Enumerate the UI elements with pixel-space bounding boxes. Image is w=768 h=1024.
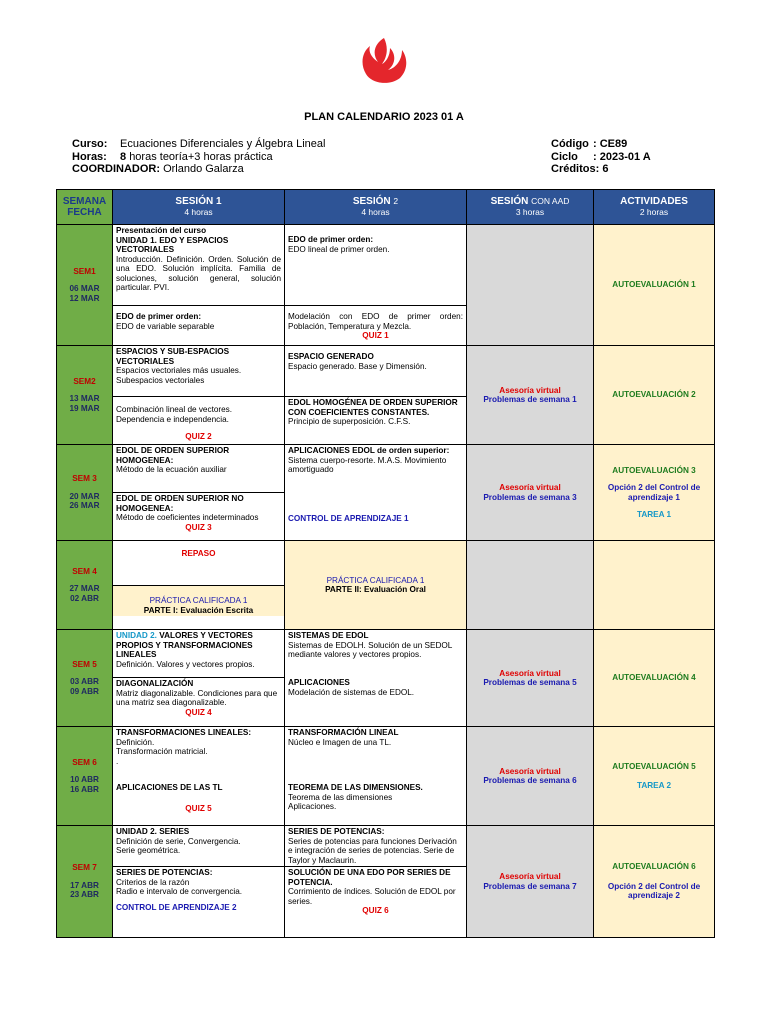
session-1-cell: REPASO PRÁCTICA CALIFICADA 1 PARTE I: Evaluación Escrita: [113, 541, 285, 630]
coordinador-label: COORDINADOR:: [72, 163, 160, 175]
header-sesion-2: SESIÓN 2 4 horas: [285, 190, 467, 225]
session-1-cell: EDOL DE ORDEN SUPERIOR HOMOGENEA: Método de la ecuación auxiliar EDOL DE ORDEN SUPERIOR NO HOMOGENEA: Método de coeficientes indeterminados QUIZ 3: [113, 445, 285, 541]
activities-cell: [594, 541, 715, 630]
horas-label: Horas:: [72, 150, 107, 163]
week-cell: SEM 6 10 ABR 16 ABR: [57, 727, 113, 826]
table-row: [57, 630, 715, 727]
horas-num: 8: [120, 150, 127, 163]
session-2-cell: ESPACIO GENERADO Espacio generado. Base y Dimensión. EDOL HOMOGÉNEA DE ORDEN SUPERIOR CON COEFICIENTES CONSTANTES. Principio de superposición. C.F.S.: [285, 346, 467, 445]
activities-cell: AUTOEVALUACIÓN 6 Opción 2 del Control de aprendizaje 2: [594, 826, 715, 938]
session-1-cell: UNIDAD 2. SERIES Definición de serie, Convergencia. Serie geométrica. SERIES DE POTENCIAS: Criterios de la razón Radio e intervalo de convergencia. CONTROL DE APRENDIZAJE 2: [113, 826, 285, 938]
creditos-value: 6: [602, 163, 609, 175]
upc-logo-icon: [356, 36, 412, 88]
week-cell: SEM1 06 MAR 12 MAR: [57, 225, 113, 346]
course-codes: [551, 138, 651, 176]
curso-value: Ecuaciones Diferenciales y Álgebra Lineal: [120, 138, 326, 150]
curso-label: Curso:: [72, 138, 108, 150]
ciclo-value: : 2023-01 A: [593, 150, 651, 163]
week-cell: SEM 5 03 ABR 09 ABR: [57, 630, 113, 727]
codigo-value: : CE89: [593, 138, 628, 150]
session-2-cell: SERIES DE POTENCIAS: Series de potencias para funciones Derivación e integración de series de potencias. Serie de Taylor y Maclaurin. SOLUCIÓN DE UNA EDO POR SERIES DE POTENCIA. Corrimiento de índices. Solución de EDOL por series. QUIZ 6: [285, 826, 467, 938]
ciclo-label: Ciclo: [551, 150, 578, 163]
week-cell: SEM2 13 MAR 19 MAR: [57, 346, 113, 445]
aad-cell: [467, 225, 594, 346]
aad-cell: Asesoría virtual Problemas de semana 1: [467, 346, 594, 445]
course-info: [72, 138, 325, 176]
week-cell: SEM 7 17 ABR 23 ABR: [57, 826, 113, 938]
activities-cell: AUTOEVALUACIÓN 2: [594, 346, 715, 445]
codigo-label: Código: [551, 138, 589, 150]
session-2-cell: EDO de primer orden: EDO lineal de primer orden. Modelación con EDO de primer orden: Población, Temperatura y Mezcla. QUIZ 1: [285, 225, 467, 346]
activities-cell: AUTOEVALUACIÓN 3 Opción 2 del Control de aprendizaje 1 TAREA 1: [594, 445, 715, 541]
table-row: [57, 346, 715, 445]
table-row: [57, 445, 715, 541]
header-actividades: ACTIVIDADES 2 horas: [594, 190, 715, 225]
aad-cell: [467, 541, 594, 630]
session-1-cell: TRANSFORMACIONES LINEALES: Definición. Transformación matricial. . APLICACIONES DE LAS TL QUIZ 5: [113, 727, 285, 826]
aad-cell: Asesoría virtual Problemas de semana 5: [467, 630, 594, 727]
creditos-label: Créditos:: [551, 163, 600, 175]
table-row: [57, 826, 715, 938]
horas-value: horas teoría+3 horas práctica: [129, 150, 273, 163]
aad-cell: Asesoría virtual Problemas de semana 6: [467, 727, 594, 826]
session-2-cell: APLICACIONES EDOL de orden superior: Sistema cuerpo-resorte. M.A.S. Movimiento amortiguado CONTROL DE APRENDIZAJE 1: [285, 445, 467, 541]
header-sesion-aad: SESIÓN CON AAD 3 horas: [467, 190, 594, 225]
table-row: [57, 541, 715, 630]
week-cell: SEM 3 20 MAR 26 MAR: [57, 445, 113, 541]
activities-cell: AUTOEVALUACIÓN 1: [594, 225, 715, 346]
session-1-cell: ESPACIOS Y SUB-ESPACIOS VECTORIALES Espacios vectoriales más usuales. Subespacios vectoriales Combinación lineal de vectores. Dependencia e independencia. QUIZ 2: [113, 346, 285, 445]
header-semana: SEMANA FECHA: [57, 190, 113, 225]
calendar-table: [56, 189, 715, 938]
table-row: [57, 225, 715, 346]
activities-cell: AUTOEVALUACIÓN 4: [594, 630, 715, 727]
table-row: [57, 727, 715, 826]
session-2-cell: SISTEMAS DE EDOL Sistemas de EDOLH. Solución de un SEDOL mediante valores y vectores propios. APLICACIONES Modelación de sistemas de EDOL.: [285, 630, 467, 727]
activities-cell: AUTOEVALUACIÓN 5 TAREA 2: [594, 727, 715, 826]
page-title: PLAN CALENDARIO 2023 01 A: [304, 111, 464, 123]
session-2-cell: PRÁCTICA CALIFICADA 1 PARTE II: Evaluación Oral: [285, 541, 467, 630]
coordinador-value: Orlando Galarza: [163, 163, 244, 175]
table-header-row: [57, 190, 715, 225]
aad-cell: Asesoría virtual Problemas de semana 3: [467, 445, 594, 541]
session-2-cell: TRANSFORMACIÓN LINEAL Núcleo e Imagen de una TL. TEOREMA DE LAS DIMENSIONES. Teorema de las dimensiones Aplicaciones.: [285, 727, 467, 826]
session-1-cell: UNIDAD 2. VALORES Y VECTORES PROPIOS Y TRANSFORMACIONES LINEALES Definición. Valores y vectores propios. DIAGONALIZACIÓN Matriz diagonalizable. Condiciones para que una matriz sea diagonalizable. QUIZ 4: [113, 630, 285, 727]
session-1-cell: Presentación del curso UNIDAD 1. EDO Y ESPACIOS VECTORIALES Introducción. Definición. Orden. Solución de una EDO. Solución implícita. Familia de soluciones, solución general, solución particular. PVI. EDO de primer orden: EDO de variable separable: [113, 225, 285, 346]
aad-cell: Asesoría virtual Problemas de semana 7: [467, 826, 594, 938]
header-sesion-1: SESIÓN 1 4 horas: [113, 190, 285, 225]
week-cell: SEM 4 27 MAR 02 ABR: [57, 541, 113, 630]
